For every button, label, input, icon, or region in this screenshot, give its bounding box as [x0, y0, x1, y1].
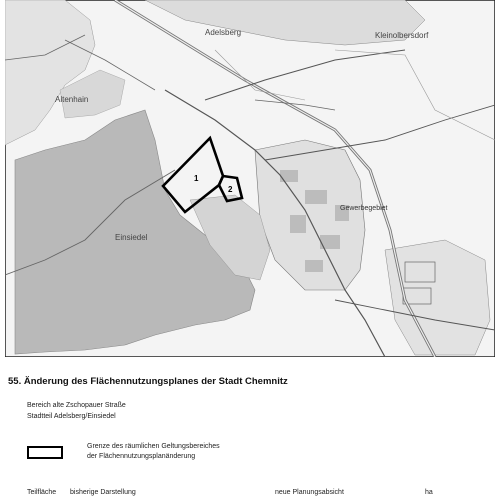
table-header-bisherige-darstellung: bisherige Darstellung	[70, 489, 136, 496]
map	[5, 0, 495, 357]
area-description-line2: Stadtteil Adelsberg/Einsiedel	[27, 413, 116, 420]
place-label-kleinolbersdorf: Kleinolbersdorf	[375, 31, 429, 40]
area-description-line1: Bereich alte Zschopauer Straße	[27, 402, 126, 409]
boundary-legend-text-line1: Grenze des räumlichen Geltungsbereiches	[87, 443, 220, 450]
table-header-teilflaeche: Teilfläche	[27, 489, 57, 496]
building	[305, 190, 327, 204]
place-label-adelsberg: Adelsberg	[205, 28, 242, 37]
table-header-ha: ha	[425, 489, 433, 496]
boundary-legend-text-line2: der Flächennutzungsplanänderung	[87, 453, 196, 460]
plan-title: 55. Änderung des Flächennutzungsplanes der Stadt Chemnitz	[8, 376, 288, 387]
area-2-number: 2	[228, 185, 233, 194]
boundary-legend-symbol	[27, 446, 63, 459]
place-label-einsiedel: Einsiedel	[115, 233, 148, 242]
table-header-neue-planungsabsicht: neue Planungsabsicht	[275, 489, 344, 496]
building	[305, 260, 323, 272]
building	[290, 215, 306, 233]
area-1-number: 1	[194, 174, 199, 183]
place-label-gewerbegebiet: Gewerbegebiet	[340, 205, 388, 212]
building	[280, 170, 298, 182]
place-label-altenhain: Altenhain	[55, 95, 89, 104]
